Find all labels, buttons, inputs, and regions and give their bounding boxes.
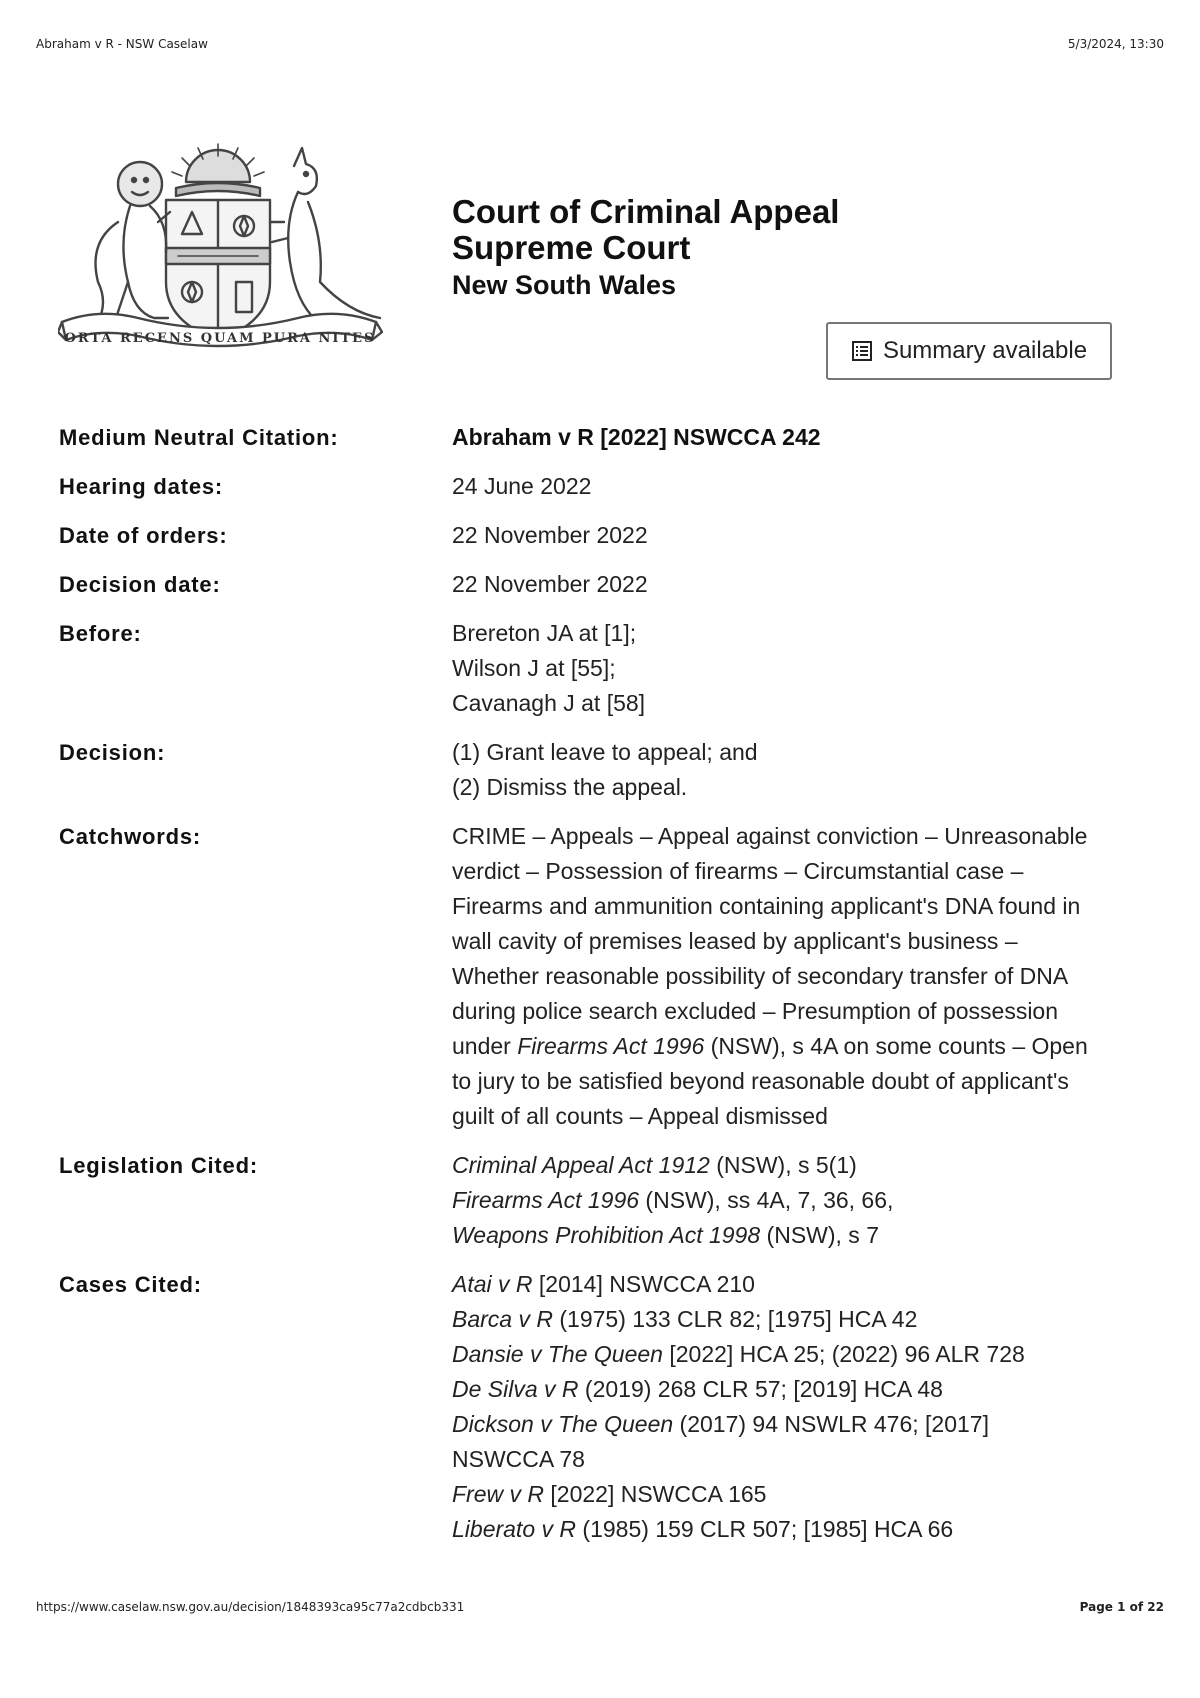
case-name: De Silva v R (452, 1376, 579, 1402)
meta-row-orders (59, 518, 1119, 553)
print-header (36, 37, 1164, 51)
court-state: New South Wales (452, 269, 677, 300)
legislation-section: (NSW), s 7 (760, 1222, 879, 1248)
legislation-value (452, 1148, 1119, 1253)
legislation-act: Firearms Act 1996 (452, 1187, 640, 1213)
meta-row-citation (59, 420, 1119, 455)
print-title: Abraham v R - NSW Caselaw (36, 37, 208, 51)
cases-value (452, 1267, 1119, 1547)
case-citation: [2014] NSWCCA 210 (532, 1271, 755, 1297)
case-citation: (1975) 133 CLR 82; [1975] HCA 42 (552, 1306, 918, 1332)
case-citation: (2019) 268 CLR 57; [2019] HCA 48 (578, 1376, 943, 1402)
print-url[interactable]: https://www.caselaw.nsw.gov.au/decision/1848393ca95c77a2cdbcb331 (36, 1600, 465, 1614)
catchwords-act: Firearms Act 1996 (517, 1033, 705, 1059)
meta-row-cases (59, 1267, 1119, 1547)
court-name: Court of Criminal Appeal (452, 193, 840, 230)
meta-label: Legislation Cited: (59, 1153, 258, 1178)
meta-row-before (59, 616, 1119, 721)
judge-line: Wilson J at [55]; (452, 655, 616, 681)
case-item (452, 1267, 1059, 1302)
case-item (452, 1407, 1059, 1477)
case-name: Dansie v The Queen (452, 1341, 663, 1367)
decision-metadata (59, 420, 1119, 1561)
legislation-act: Criminal Appeal Act 1912 (452, 1152, 710, 1178)
legislation-item (452, 1218, 1119, 1253)
court-heading (452, 194, 839, 300)
nsw-coat-of-arms-icon (58, 142, 383, 360)
meta-label: Decision date: (59, 572, 221, 597)
legislation-section: (NSW), ss 4A, 7, 36, 66, (639, 1187, 894, 1213)
meta-row-decision-date (59, 567, 1119, 602)
case-item (452, 1477, 1059, 1512)
case-name: Frew v R (452, 1481, 544, 1507)
catchwords-part1: CRIME – Appeals – Appeal against conviction – Unreasonable verdict – Possession of firearms – Circumstantial case – Firearms and ammunition containing applicant's DNA found in wall cavity of premises leased by applicant's business – Whether reasonable possibility of secondary transfer of DNA during police search excluded – Presumption of possession under (452, 823, 1088, 1059)
case-name: Dickson v The Queen (452, 1411, 674, 1437)
meta-label: Catchwords: (59, 824, 202, 849)
catchwords-part2: (NSW), s 4A on some counts – Open to jury to be satisfied beyond reasonable doubt of applicant's guilt of all counts – Appeal dismissed (452, 1033, 1088, 1129)
case-item (452, 1337, 1059, 1372)
meta-label: Before: (59, 621, 142, 646)
case-name: Atai v R (452, 1271, 533, 1297)
meta-row-hearing (59, 469, 1119, 504)
decision-date-value: 22 November 2022 (452, 571, 648, 597)
decision-value (452, 735, 1119, 805)
case-name: Barca v R (452, 1306, 553, 1332)
meta-label: Cases Cited: (59, 1272, 202, 1297)
case-citation: (2017) 94 NSWLR 476; [2017] NSWCCA 78 (452, 1411, 989, 1472)
case-citation: (1985) 159 CLR 507; [1985] HCA 66 (576, 1516, 954, 1542)
orders-value: 22 November 2022 (452, 522, 648, 548)
page-number: Page 1 of 22 (1079, 1600, 1164, 1614)
case-citation: [2022] NSWCCA 165 (544, 1481, 767, 1507)
meta-label: Hearing dates: (59, 474, 224, 499)
hearing-value: 24 June 2022 (452, 473, 592, 499)
case-item (452, 1372, 1059, 1407)
before-value (452, 616, 1119, 721)
decision-line: (2) Dismiss the appeal. (452, 774, 688, 800)
print-footer (36, 1600, 1164, 1614)
meta-label: Decision: (59, 740, 166, 765)
citation-value: Abraham v R [2022] NSWCCA 242 (452, 424, 821, 450)
meta-row-legislation (59, 1148, 1119, 1253)
court-sub: Supreme Court (452, 229, 691, 267)
summary-available-button[interactable] (826, 322, 1112, 380)
document-list-icon (851, 340, 873, 362)
print-datetime: 5/3/2024, 13:30 (1067, 37, 1164, 51)
legislation-act: Weapons Prohibition Act 1998 (452, 1222, 761, 1248)
judge-line: Brereton JA at [1]; (452, 620, 637, 646)
crest-motto: ORTA RECENS QUAM PURA NITES (64, 331, 376, 346)
case-item (452, 1512, 1059, 1547)
meta-label: Medium Neutral Citation: (59, 425, 339, 450)
case-citation: [2022] HCA 25; (2022) 96 ALR 728 (662, 1341, 1025, 1367)
decision-line: (1) Grant leave to appeal; and (452, 739, 758, 765)
meta-label: Date of orders: (59, 523, 228, 548)
summary-button-label: Summary available (882, 337, 1088, 364)
legislation-item (452, 1183, 1119, 1218)
catchwords-value (452, 819, 1119, 1134)
meta-row-decision (59, 735, 1119, 805)
case-item (452, 1302, 1059, 1337)
judge-line: Cavanagh J at [58] (452, 690, 646, 716)
meta-row-catchwords (59, 819, 1119, 1134)
legislation-section: (NSW), s 5(1) (709, 1152, 857, 1178)
legislation-item (452, 1148, 1119, 1183)
case-name: Liberato v R (452, 1516, 577, 1542)
